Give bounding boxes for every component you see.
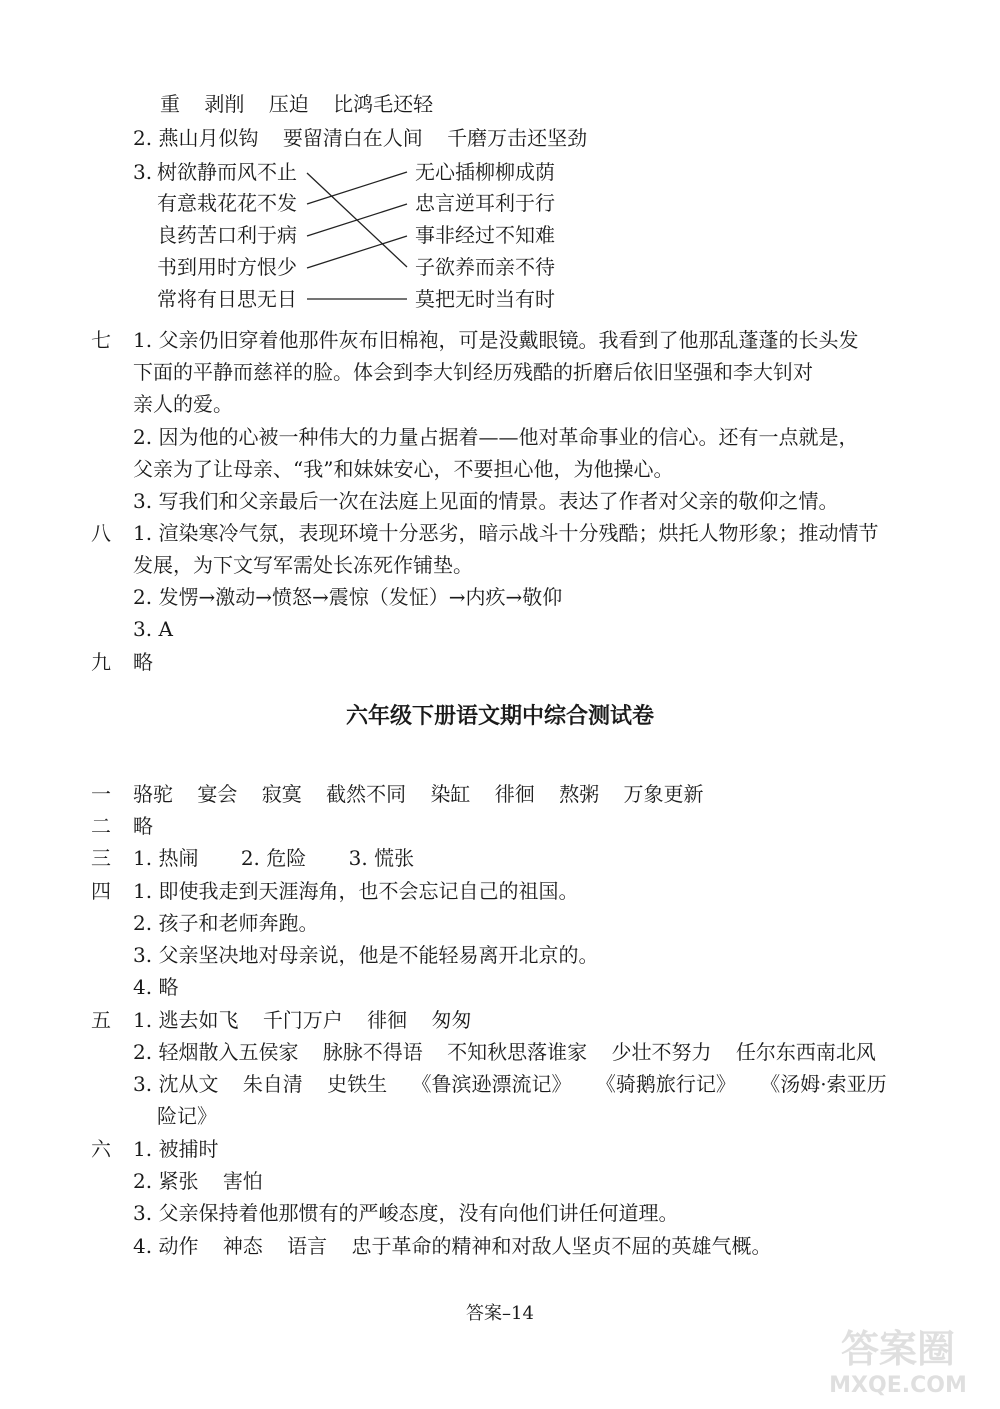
match-right-item: 事非经过不知难 — [415, 223, 555, 247]
answer-line: 3. A — [133, 617, 173, 641]
answer-line: 3. 父亲坚决地对母亲说，他是不能轻易离开北京的。 — [133, 943, 599, 967]
answer-line: 3. 父亲保持着他那惯有的严峻态度，没有向他们讲任何道理。 — [133, 1201, 679, 1225]
question-label: 四 — [91, 879, 111, 903]
answer-line: 2. 轻烟散入五侯家 脉脉不得语 不知秋思落谁家 少壮不努力 任尔东西南北风 — [133, 1040, 876, 1064]
answer-line: 2. 发愣→激动→愤怒→震惊（发怔）→内疚→敬仰 — [133, 585, 563, 609]
answer-line: 1. 渲染寒冷气氛，表现环境十分恶劣，暗示战斗十分残酷；烘托人物形象；推动情节 — [133, 521, 879, 545]
answer-line: 4. 动作 神态 语言 忠于革命的精神和对敌人坚贞不屈的英雄气概。 — [133, 1234, 772, 1258]
answer-line: 略 — [133, 650, 153, 674]
match-right-item: 忠言逆耳利于行 — [415, 191, 555, 215]
answer-line: 1. 即使我走到天涯海角，也不会忘记自己的祖国。 — [133, 879, 579, 903]
match-right-item: 无心插柳柳成荫 — [415, 160, 555, 184]
matching-lines — [0, 0, 1000, 340]
answer-line: 2. 燕山月似钩 要留清白在人间 千磨万击还坚劲 — [133, 126, 588, 150]
answer-line: 2. 紧张 害怕 — [133, 1169, 263, 1193]
answer-line: 4. 略 — [133, 975, 179, 999]
answer-line: 骆驼 宴会 寂寞 截然不同 染缸 徘徊 熬粥 万象更新 — [133, 782, 704, 806]
answer-line: 2. 孩子和老师奔跑。 — [133, 911, 319, 935]
question-label: 八 — [91, 521, 111, 545]
watermark-text: 答案圈 — [840, 1327, 956, 1371]
answer-line: 下面的平静而慈祥的脸。体会到李大钊经历残酷的折磨后依旧坚强和李大钊对 — [133, 360, 813, 384]
answer-line: 略 — [133, 814, 153, 838]
answer-line: 父亲为了让母亲、“我”和妹妹安心，不要担心他，为他操心。 — [133, 457, 674, 481]
watermark-logo — [808, 1320, 988, 1400]
match-line — [307, 204, 407, 236]
answer-line: 3. 写我们和父亲最后一次在法庭上见面的情景。表达了作者对父亲的敬仰之情。 — [133, 489, 839, 513]
match-right-item: 子欲养而亲不待 — [415, 255, 555, 279]
match-left-item: 有意栽花花不发 — [157, 191, 297, 215]
answer-line: 险记》 — [157, 1104, 217, 1128]
watermark-domain: MXQE.COM — [829, 1373, 967, 1398]
question-label: 二 — [91, 814, 111, 838]
answer-line: 重 剥削 压迫 比鸿毛还轻 — [160, 92, 434, 116]
match-left-item: 良药苦口利于病 — [157, 223, 297, 247]
section-title: 六年级下册语文期中综合测试卷 — [345, 703, 654, 729]
item-number: 3. — [133, 160, 153, 184]
match-left-item: 树欲静而风不止 — [157, 160, 297, 184]
match-right-item: 莫把无时当有时 — [415, 287, 555, 311]
question-label: 六 — [91, 1137, 111, 1161]
question-label: 五 — [91, 1008, 111, 1032]
match-left-item: 书到用时方恨少 — [157, 255, 297, 279]
answer-line: 发展，为下文写军需处长冻死作铺垫。 — [133, 553, 473, 577]
question-label: 七 — [91, 328, 111, 352]
question-label: 一 — [91, 782, 111, 806]
answer-line: 2. 因为他的心被一种伟大的力量占据着——他对革命事业的信心。还有一点就是， — [133, 425, 859, 449]
question-label: 九 — [91, 650, 111, 674]
answer-line: 亲人的爱。 — [133, 392, 233, 416]
answer-line: 1. 逃去如飞 千门万户 徘徊 匆匆 — [133, 1008, 472, 1032]
answer-line: 3. 沈从文 朱自清 史铁生 《鲁滨逊漂流记》 《骑鹅旅行记》 《汤姆·索亚历 — [133, 1072, 887, 1096]
answer-line: 1. 被捕时 — [133, 1137, 219, 1161]
match-line — [307, 172, 407, 204]
answer-line: 1. 热闹 2. 危险 3. 慌张 — [133, 846, 415, 870]
page-number: 答案–14 — [466, 1303, 534, 1324]
match-left-item: 常将有日思无日 — [157, 287, 297, 311]
question-label: 三 — [91, 846, 111, 870]
match-line — [307, 236, 407, 268]
answer-line: 1. 父亲仍旧穿着他那件灰布旧棉袍，可是没戴眼镜。我看到了他那乱蓬蓬的长头发 — [133, 328, 859, 352]
